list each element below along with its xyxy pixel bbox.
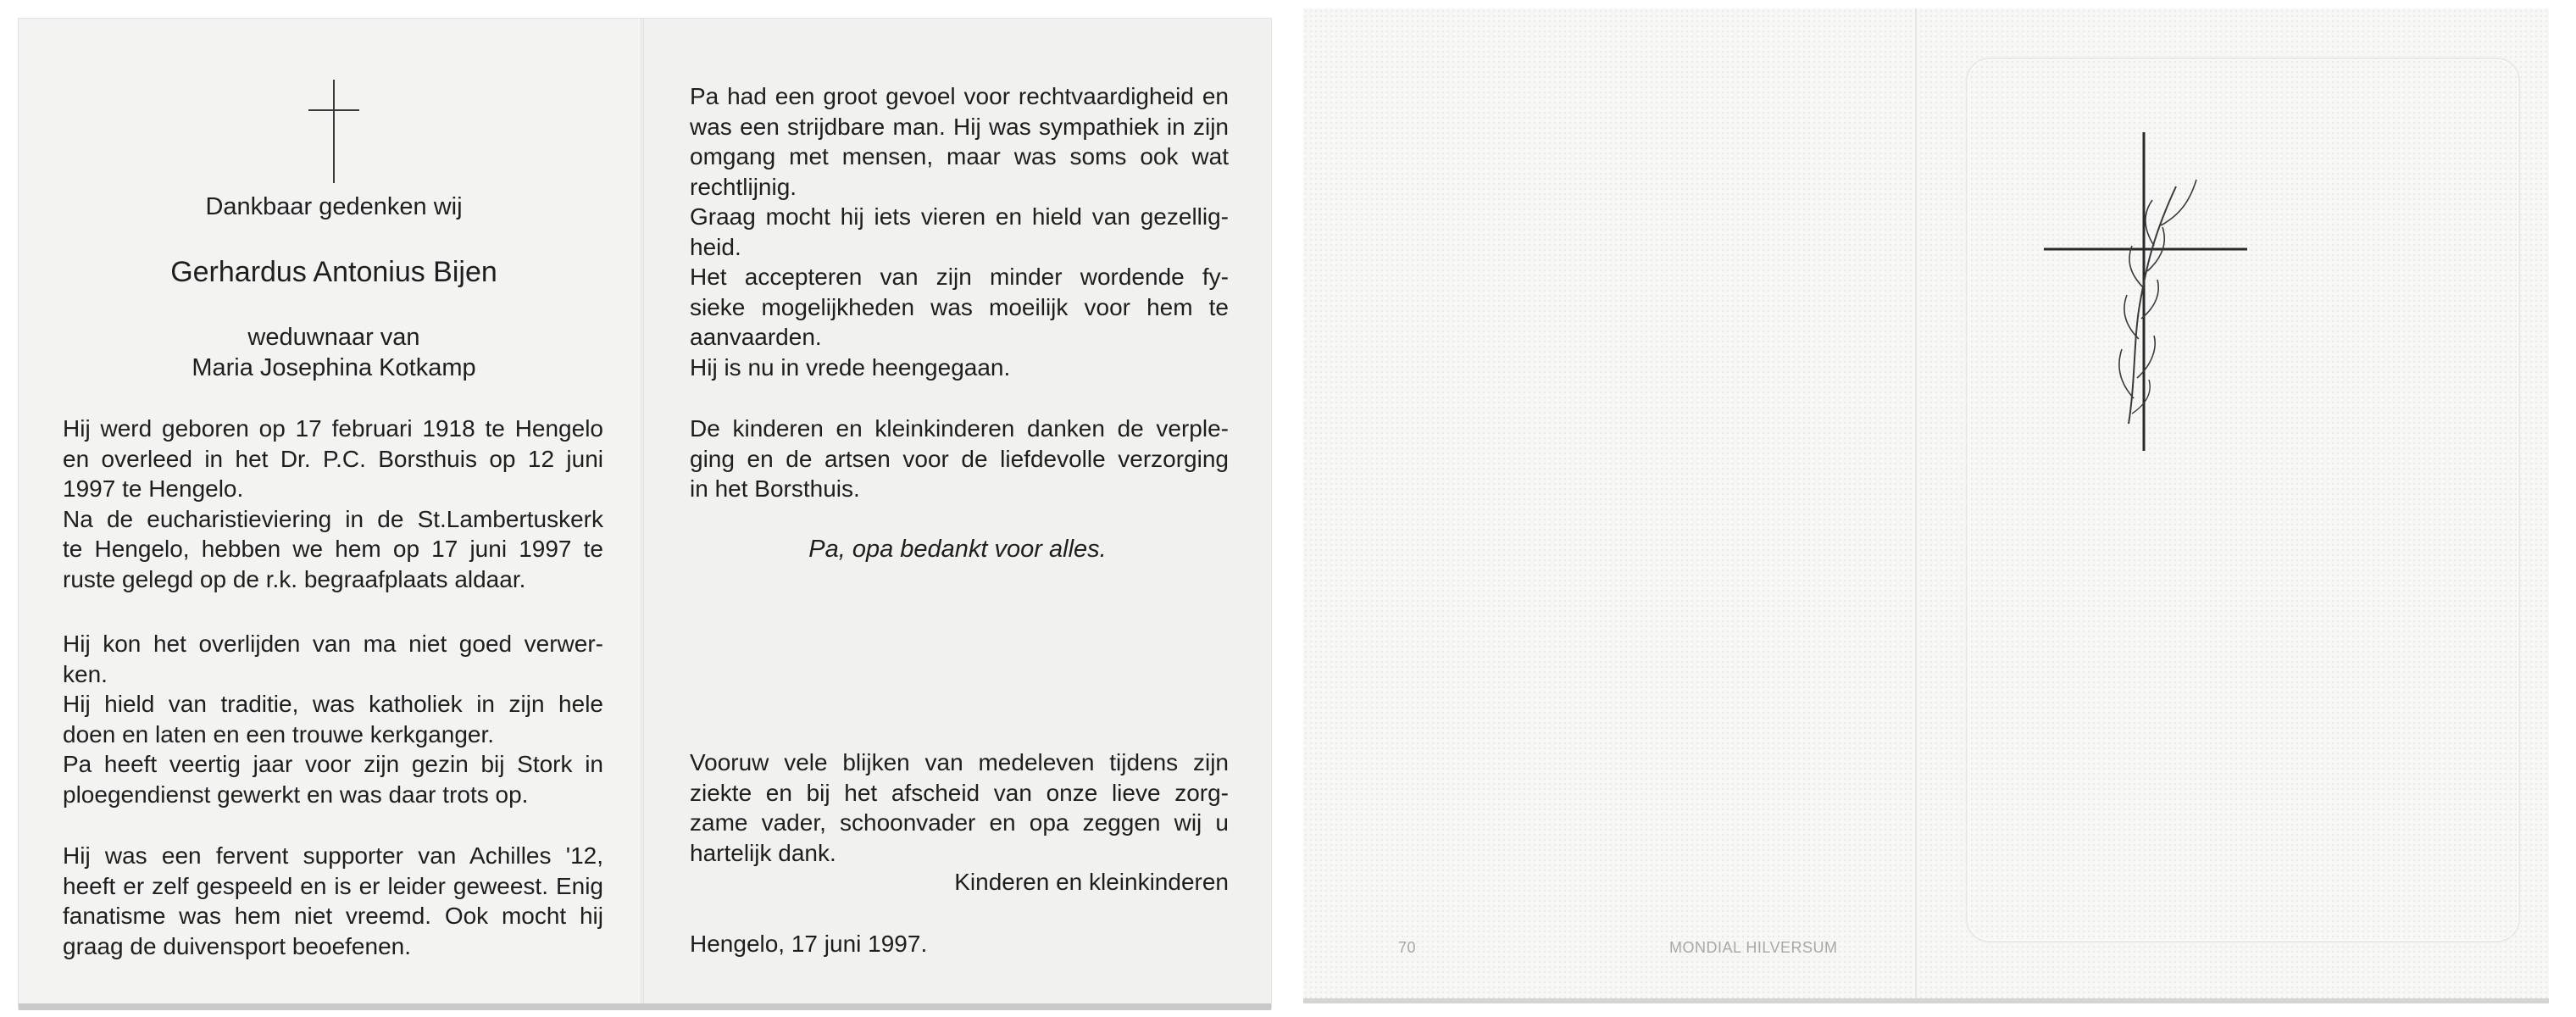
text-line: ruste gelegd op de r.k. begraafplaats aldaar. <box>63 565 526 592</box>
outer-card-edge <box>1303 998 2549 1003</box>
text-line: aanvaarden. <box>690 324 822 350</box>
text-line: 1997 te Hengelo. <box>63 475 244 502</box>
text-line: graag de duivensport beoefenen. <box>63 932 411 959</box>
text-line: ging en de artsen voor de liefdevolle verzorging <box>690 445 1229 472</box>
text-line: heeft er zelf gespeeld en is er leider geweest. Enig <box>63 872 603 899</box>
text-line: sieke mogelijkheden was moeilijk voor hem te <box>690 293 1229 320</box>
text-line: ken. <box>63 660 108 687</box>
text-line: was een strijdbare man. Hij was sympathiek in zijn <box>690 113 1229 140</box>
deceased-name: Gerhardus Antonius Bijen <box>170 256 497 288</box>
text-line: Hij is nu in vrede heengegaan. <box>690 353 1011 381</box>
left-paragraph-3 <box>63 841 603 961</box>
text-line: heid. <box>690 233 741 260</box>
card-edge <box>19 1003 1271 1010</box>
text-line: rechtlijnig. <box>690 173 797 200</box>
printer-mark: MONDIAL HILVERSUM <box>1669 939 1838 956</box>
text-line: omgang met mensen, maar was soms ook wat <box>690 143 1229 170</box>
text-line: Graag mocht hij iets vieren en hield van gezellig- <box>690 203 1229 230</box>
spouse-name: Maria Josephina Kotkamp <box>192 354 476 381</box>
outer-fold <box>1915 8 1917 1002</box>
text-line: ziekte en bij het afscheid van onze lieve zorg- <box>690 779 1229 806</box>
cross-with-branch-icon <box>2034 127 2254 458</box>
text-line: De kinderen en kleinkinderen danken de verple- <box>690 415 1229 442</box>
left-paragraph-1 <box>63 414 603 594</box>
text-line: Hij hield van traditie, was katholiek in zijn hele <box>63 691 603 717</box>
text-line: hartelijk dank. <box>690 839 836 866</box>
right-paragraph-2 <box>690 414 1229 504</box>
cross-icon <box>305 78 364 188</box>
place-date: Hengelo, 17 juni 1997. <box>690 931 928 957</box>
right-paragraph-3 <box>690 747 1229 868</box>
left-paragraph-2 <box>63 629 603 809</box>
text-line: Na de eucharistieviering in de St.Lambertuskerk <box>63 505 603 532</box>
right-paragraph-1 <box>690 81 1229 382</box>
card-number: 70 <box>1398 939 1417 956</box>
text-line: Vooruw vele blijken van medeleven tijdens zijn <box>690 749 1229 775</box>
motto: Pa, opa bedankt voor alles. <box>808 536 1107 563</box>
text-line: Pa had een groot gevoel voor rechtvaardigheid en <box>690 83 1229 109</box>
heading: Dankbaar gedenken wij <box>205 193 463 220</box>
text-line: doen en laten en een trouwe kerkganger. <box>63 720 495 747</box>
text-line: en overleed in het Dr. P.C. Borsthuis op 12 juni <box>63 445 603 472</box>
text-line: te Hengelo, hebben we hem op 17 juni 1997 te <box>63 536 603 562</box>
text-line: in het Borsthuis. <box>690 475 860 502</box>
text-line: Het accepteren van zijn minder wordende fy- <box>690 264 1229 290</box>
card-fold <box>641 19 644 1009</box>
text-line: zame vader, schoonvader en opa zeggen wij u <box>690 809 1229 836</box>
relation-label: weduwnaar van <box>247 324 420 351</box>
signature: Kinderen en kleinkinderen <box>954 869 1229 895</box>
text-line: Hij werd geboren op 17 februari 1918 te Hengelo <box>63 415 603 442</box>
text-line: ploegendienst gewerkt en was daar trots op. <box>63 781 529 808</box>
text-line: Pa heeft veertig jaar voor zijn gezin bij Stork in <box>63 751 603 777</box>
text-line: fanatisme was hem niet vreemd. Ook mocht hij <box>63 903 603 929</box>
text-line: Hij was een fervent supporter van Achilles '12, <box>63 842 603 869</box>
text-line: Hij kon het overlijden van ma niet goed verwer- <box>63 631 603 657</box>
